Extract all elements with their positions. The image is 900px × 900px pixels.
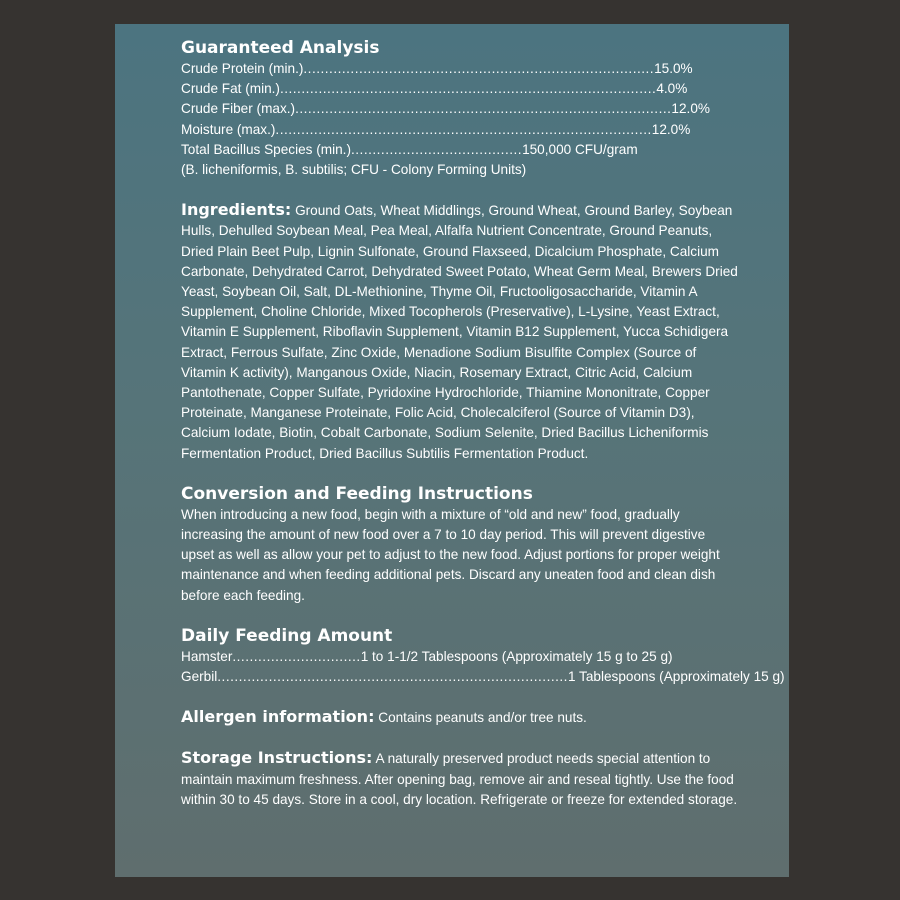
allergen-paragraph: [181, 707, 739, 728]
leader-dots: ........................................................................................: [279, 81, 657, 97]
analysis-value: 12.0%: [671, 101, 710, 117]
analysis-value: 15.0%: [654, 61, 693, 76]
guaranteed-analysis-heading: Guaranteed Analysis: [181, 38, 380, 58]
allergen-section: [181, 707, 739, 728]
leader-dots: ..................................................................................: [303, 61, 655, 76]
analysis-label: Total Bacillus Species (min.): [181, 141, 351, 157]
allergen-text: Contains peanuts and/or tree nuts.: [374, 710, 587, 726]
ingredients-section: [181, 200, 739, 464]
leader-dots: ........................................................................................: [275, 121, 652, 137]
leader-dots: ........................................: [350, 141, 523, 157]
feeding-label: Hamster: [181, 648, 233, 664]
feeding-label: Gerbil: [181, 669, 218, 685]
storage-section: [181, 748, 739, 810]
leader-dots: ........................................................................................: [295, 101, 672, 117]
storage-heading: Storage Instructions:: [181, 748, 373, 768]
analysis-row-bacillus: [181, 140, 638, 160]
ingredients-paragraph: [181, 200, 739, 464]
leader-dots: ..................................................................................: [217, 669, 568, 685]
analysis-label: Crude Protein (min.): [181, 61, 304, 76]
analysis-note: (B. licheniformis, B. subtilis; CFU - Colony Forming Units): [181, 162, 527, 178]
analysis-row-moisture: [181, 120, 691, 140]
analysis-label: Crude Fiber (max.): [181, 101, 296, 117]
guaranteed-analysis-section: [181, 38, 739, 180]
analysis-value: 12.0%: [651, 121, 691, 137]
feeding-row-gerbil: [181, 667, 785, 687]
leader-dots: ..............................: [232, 648, 361, 664]
analysis-row-crude-fiber: [181, 99, 710, 119]
conversion-section: [181, 484, 739, 606]
feeding-value: 1 Tablespoons (Approximately 15 g): [567, 669, 785, 685]
conversion-text: When introducing a new food, begin with a mixture of “old and new” food, gradually increasing the amount of new food over a 7 to 10 day period. This will prevent digestive upset as well as allow your pet to adjust to the new food. Adjust portions for proper weight maintenance and when feeding additional pets. Discard any uneaten food and clean dish before each feeding.: [181, 506, 720, 603]
product-info-panel: [115, 24, 789, 877]
analysis-row-crude-fat: [181, 79, 688, 99]
storage-paragraph: [181, 748, 739, 810]
analysis-row-crude-protein: [181, 59, 693, 79]
storage-text: A naturally preserved product needs special attention to maintain maximum freshness. After opening bag, remove air and reseal tightly. Use the food within 30 to 45 days. Store in a cool, dry location. Refrigerate or freeze for extended storage.: [181, 751, 738, 807]
ingredients-text: Ground Oats, Wheat Middlings, Ground Wheat, Ground Barley, Soybean Hulls, Dehulled Soybean Meal, Pea Meal, Alfalfa Nutrient Concentrate, Ground Peanuts, Dried Plain Beet Pulp, Lignin Sulfonate, Ground Flaxseed, Dicalcium Phosphate, Calcium Carbonate, Dehydrated Carrot, Dehydrated Sweet Potato, Wheat Germ Meal, Brewers Dried Yeast, Soybean Oil, Salt, DL-Methionine, Thyme Oil, Fructooligosaccharide, Vitamin A Supplement, Choline Chloride, Mixed Tocopherols (Preservative), L-Lysine, Yeast Extract, Vitamin E Supplement, Riboflavin Supplement, Vitamin B12 Supplement, Yucca Schidigera Extract, Ferrous Sulfate, Zinc Oxide, Menadione Sodium Bisulfite Complex (Source of Vitamin K activity), Manganous Oxide, Niacin, Rosemary Extract, Citric Acid, Calcium Pantothenate, Copper Sulfate, Pyridoxine Hydrochloride, Thiamine Mononitrate, Copper Proteinate, Manganese Proteinate, Folic Acid, Cholecalciferol (Source of Vitamin D3), Calcium Iodate, Biotin, Cobalt Carbonate, Sodium Selenite, Dried Bacillus Licheniformis Fermentation Product, Dried Bacillus Subtilis Fermentation Product.: [181, 203, 738, 461]
allergen-heading: Allergen information:: [181, 707, 375, 727]
feeding-value: 1 to 1-1/2 Tablespoons (Approximately 15 g to 25 g): [360, 648, 673, 664]
feeding-row-hamster: [181, 647, 673, 667]
ingredients-heading: Ingredients:: [181, 200, 292, 220]
daily-feeding-heading: Daily Feeding Amount: [181, 625, 393, 646]
analysis-label: Moisture (max.): [181, 121, 276, 137]
analysis-label: Crude Fat (min.): [181, 81, 280, 97]
analysis-value: 4.0%: [656, 81, 688, 97]
daily-feeding-section: [181, 625, 785, 687]
analysis-value: 150,000 CFU/gram: [522, 141, 638, 157]
conversion-heading: Conversion and Feeding Instructions: [181, 483, 533, 504]
